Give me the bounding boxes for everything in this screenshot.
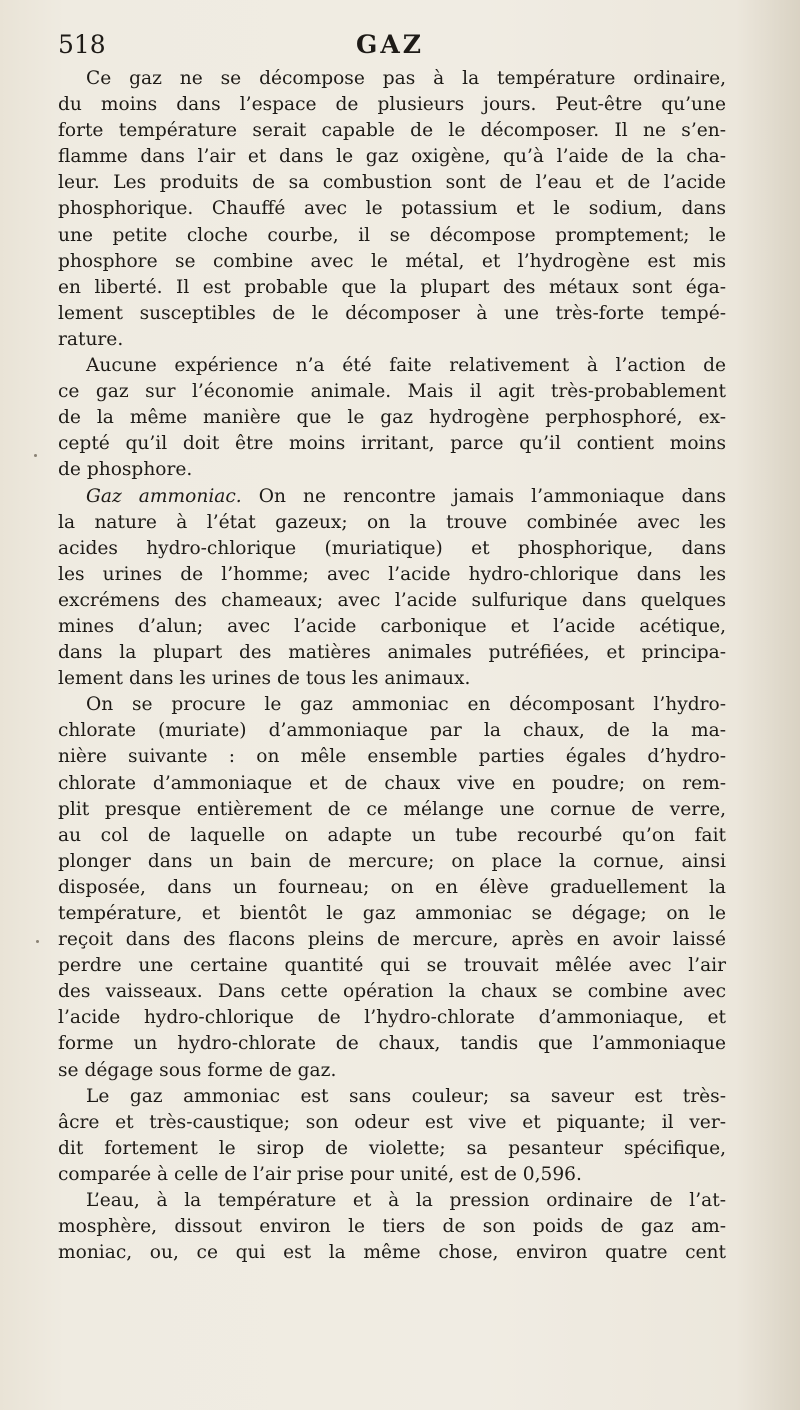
text-line: la nature à l’état gazeux; on la trouve combinée avec les xyxy=(58,511,726,533)
margin-speck xyxy=(36,940,39,943)
text-line: Aucune expérience n’a été faite relativement à l’action de xyxy=(86,355,726,377)
text-line: de phosphore. xyxy=(58,459,193,481)
body-text xyxy=(58,66,726,1266)
text-line: leur. Les produits de sa combustion sont de l’eau et de l’acide xyxy=(58,172,726,194)
text-run: On ne rencontre jamais l’ammoniaque dans xyxy=(241,485,726,507)
text-line: lement susceptibles de le décomposer à une très-forte tempé- xyxy=(58,302,726,324)
text-line xyxy=(58,484,726,510)
text-line: cepté qu’il doit être moins irritant, parce qu’il contient moins xyxy=(58,433,726,455)
text-line: de la même manière que le gaz hydrogène perphosphoré, ex- xyxy=(58,407,726,429)
text-line: nière suivante : on mêle ensemble parties égales d’hydro- xyxy=(58,746,726,768)
text-line: dans la plupart des matières animales putréfiées, et principa- xyxy=(58,642,726,664)
text-line: en liberté. Il est probable que la plupart des métaux sont éga- xyxy=(58,276,726,298)
text-line: Le gaz ammoniac est sans couleur; sa saveur est très- xyxy=(86,1085,726,1107)
text-line: moniac, ou, ce qui est la même chose, environ quatre cent xyxy=(58,1242,726,1264)
text-line: ce gaz sur l’économie animale. Mais il agit très-probablement xyxy=(58,381,726,403)
text-line: chlorate (muriate) d’ammoniaque par la chaux, de la ma- xyxy=(58,720,726,742)
paragraph xyxy=(58,1084,726,1188)
text-line: forte température serait capable de le décomposer. Il ne s’en- xyxy=(58,120,726,142)
text-line: l’acide hydro-chlorique de l’hydro-chlorate d’ammoniaque, et xyxy=(58,1007,726,1029)
text-line: reçoit dans des flacons pleins de mercure, après en avoir laissé xyxy=(58,929,726,951)
text-line: phosphore se combine avec le métal, et l’hydrogène est mis xyxy=(58,250,726,272)
paragraph xyxy=(58,1188,726,1266)
text-line: plit presque entièrement de ce mélange une cornue de verre, xyxy=(58,798,726,820)
text-line: température, et bientôt le gaz ammoniac se dégage; on le xyxy=(58,903,726,924)
text-line: des vaisseaux. Dans cette opération la chaux se combine avec xyxy=(58,981,726,1003)
text-line: au col de laquelle on adapte un tube recourbé qu’on fait xyxy=(58,824,726,846)
text-line: acides hydro-chlorique (muriatique) et phosphorique, dans xyxy=(58,537,726,559)
margin-speck xyxy=(34,454,37,457)
text-line: Ce gaz ne se décompose pas à la température ordinaire, xyxy=(86,68,726,89)
text-line: flamme dans l’air et dans le gaz oxigène, qu’à l’aide de la cha- xyxy=(58,146,726,168)
text-line: comparée à celle de l’air prise pour unité, est de 0,596. xyxy=(58,1163,582,1185)
text-line: du moins dans l’espace de plusieurs jours. Peut-être qu’une xyxy=(58,94,726,116)
paragraph xyxy=(58,692,726,1083)
paragraph xyxy=(58,66,726,353)
text-line: chlorate d’ammoniaque et de chaux vive en poudre; on rem- xyxy=(58,772,726,794)
text-line: perdre une certaine quantité qui se trouvait mêlée avec l’air xyxy=(58,955,726,977)
text-line: phosphorique. Chauffé avec le potassium et le sodium, dans xyxy=(58,198,726,220)
page-number: 518 xyxy=(58,30,106,59)
text-line: disposée, dans un fourneau; on en élève graduellement la xyxy=(58,876,726,898)
section-lead: Gaz ammoniac. xyxy=(86,485,242,507)
paragraph xyxy=(58,484,726,693)
text-line: excrémens des chameaux; avec l’acide sulfurique dans quelques xyxy=(58,589,726,611)
text-line: mosphère, dissout environ le tiers de son poids de gaz am- xyxy=(58,1216,726,1238)
text-line: mines d’alun; avec l’acide carbonique et l’acide acétique, xyxy=(58,615,726,637)
text-line: lement dans les urines de tous les animaux. xyxy=(58,668,471,690)
text-line: les urines de l’homme; avec l’acide hydro-chlorique dans les xyxy=(58,563,726,585)
text-line: dit fortement le sirop de violette; sa pesanteur spécifique, xyxy=(58,1137,726,1159)
text-line: se dégage sous forme de gaz. xyxy=(58,1059,337,1081)
text-line: une petite cloche courbe, il se décompose promptement; le xyxy=(58,224,726,246)
paragraph xyxy=(58,353,726,483)
text-line: rature. xyxy=(58,328,124,350)
text-line: L’eau, à la température et à la pression ordinaire de l’at- xyxy=(86,1190,726,1212)
running-title: GAZ xyxy=(356,30,424,59)
text-line: forme un hydro-chlorate de chaux, tandis que l’ammoniaque xyxy=(58,1033,726,1055)
text-line: plonger dans un bain de mercure; on place la cornue, ainsi xyxy=(58,850,726,872)
text-line: âcre et très-caustique; son odeur est vive et piquante; il ver- xyxy=(58,1111,726,1133)
text-line: On se procure le gaz ammoniac en décomposant l’hydro- xyxy=(86,694,726,716)
